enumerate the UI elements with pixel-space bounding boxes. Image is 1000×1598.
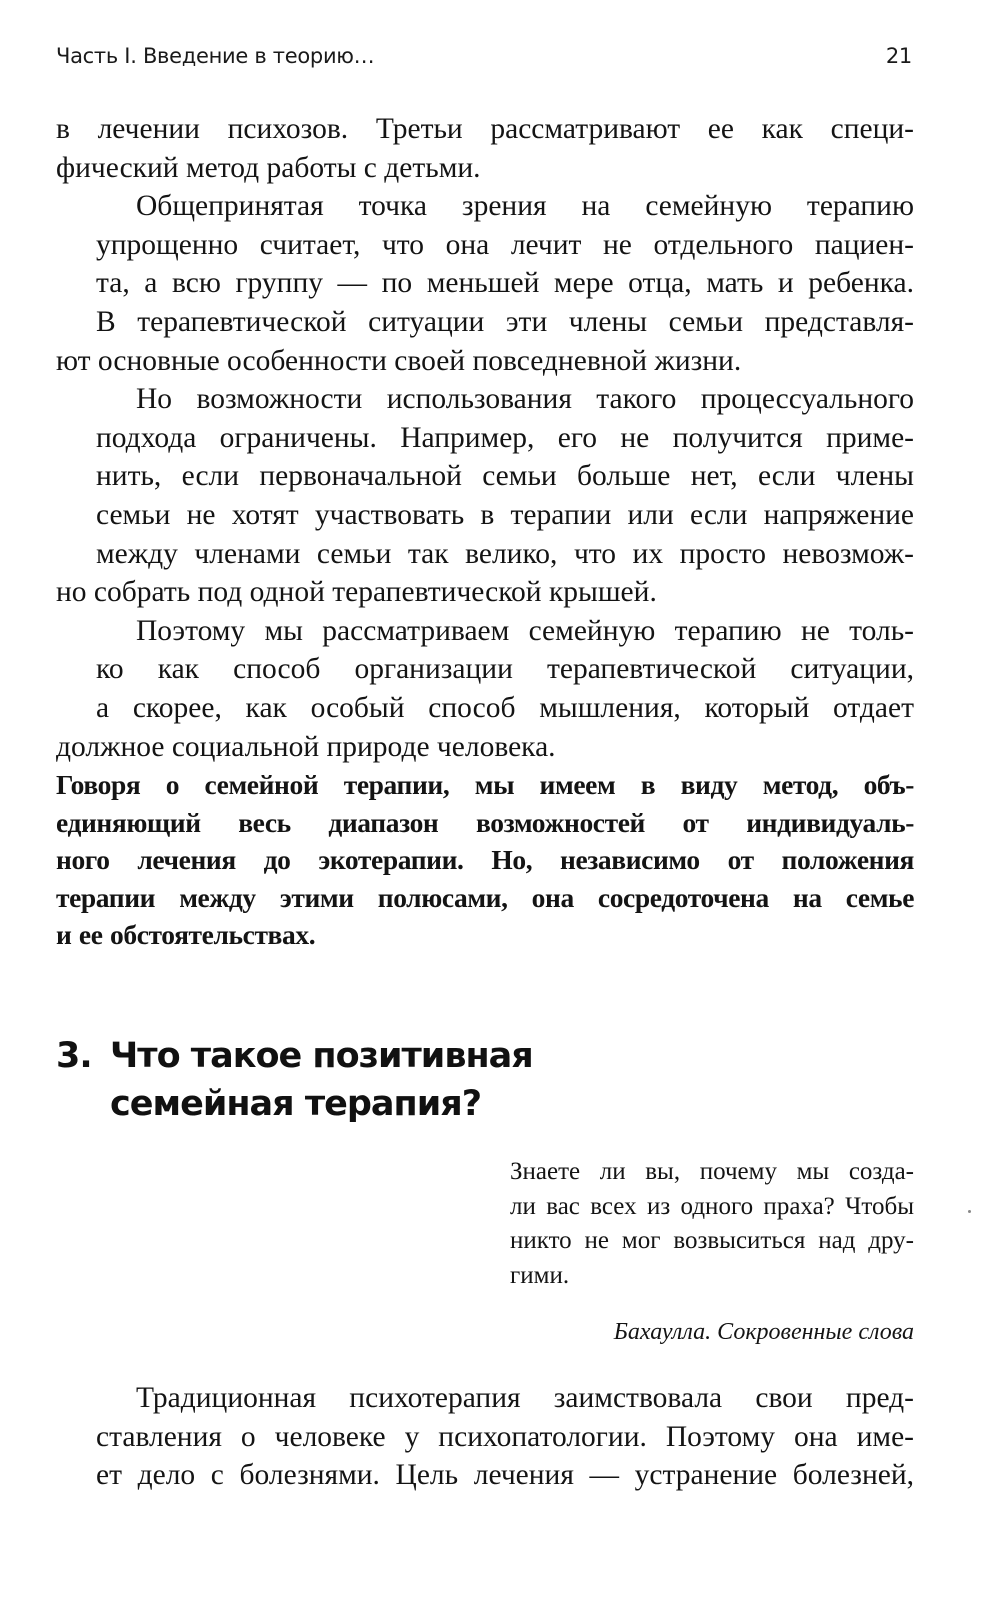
text-line: терапии между этими полюсами, она сосредоточена на семье [56,881,914,913]
closing-text [56,1379,914,1495]
section-number: 3. [56,1036,92,1076]
paragraph-3 [56,380,914,612]
text-line: Но возможности использования такого процессуального [136,383,914,416]
text-line: ко как способ организации терапевтической ситуации, [96,653,914,686]
text-line: В терапевтической ситуации эти члены семьи представля- [96,305,914,338]
text-line: фический метод работы с детьми. [56,151,481,184]
text-line: ет дело с болезнями. Цель лечения — устранение болезней, [96,1459,914,1492]
running-head [56,44,912,80]
text-line: должное социальной природе человека. [56,730,556,763]
paragraph-2 [56,187,914,380]
text-line: ли вас всех из одного праха? Чтобы [510,1192,914,1220]
epigraph [510,1155,914,1350]
text-line: а скорее, как особый способ мышления, который отдает [96,691,914,724]
epigraph-quote [510,1155,914,1293]
text-line: никто не мог возвыситься над дру- [510,1227,914,1255]
page-number: 21 [885,44,912,68]
scan-speck [968,1210,971,1213]
text-line: Традиционная психотерапия заимствовала свои пред- [136,1382,914,1414]
text-line: между членами семьи так велико, что их просто невозмож- [96,537,914,570]
text-line: единяющий весь диапазон возможностей от индивидуаль- [56,806,914,838]
paragraph-1 [56,110,914,187]
text-line: Общепринятая точка зрения на семейную терапию [136,190,914,223]
text-line: Говоря о семейной терапии, мы имеем в виду метод, объ- [56,769,914,801]
text-line: но собрать под одной терапевтической крышей. [56,576,657,609]
section-title [110,1032,630,1128]
text-line: ного лечения до экотерапии. Но, независимо от положения [56,844,914,876]
text-line: та, а всю группу — по меньшей мере отца, мать и ребенка. [96,267,914,300]
text-line: Поэтому мы рассматриваем семейную терапию не толь- [136,614,914,647]
text-line: ют основные особенности своей повседневной жизни. [56,344,742,377]
text-line: Знаете ли вы, почему мы созда- [510,1158,914,1185]
text-line: ставления о человеке у психопатологии. Поэтому она име- [96,1420,914,1453]
summary-paragraph [56,766,914,954]
text-line: семьи не хотят участвовать в терапии или если напряжение [96,498,914,531]
text-line: и ее обстоятельствах. [56,919,316,951]
body-text [56,110,914,954]
epigraph-source: Бахаулла. Сокровенные слова [613,1319,914,1346]
paragraph-closing [56,1379,914,1495]
running-head-title: Часть I. Введение в теорию… [56,44,375,68]
text-line: в лечении психозов. Третьи рассматривают ее как специ- [56,113,914,145]
section-title-line: семейная терапия? [110,1084,481,1124]
section-title-line: Что такое позитивная [110,1036,533,1076]
text-line: подхода ограничены. Например, его не получится приме- [96,421,914,454]
paragraph-4 [56,612,914,766]
text-line: гими. [510,1261,570,1289]
text-line: нить, если первоначальной семьи больше нет, если члены [96,460,914,493]
text-line: упрощенно считает, что она лечит не отдельного пациен- [96,228,914,261]
